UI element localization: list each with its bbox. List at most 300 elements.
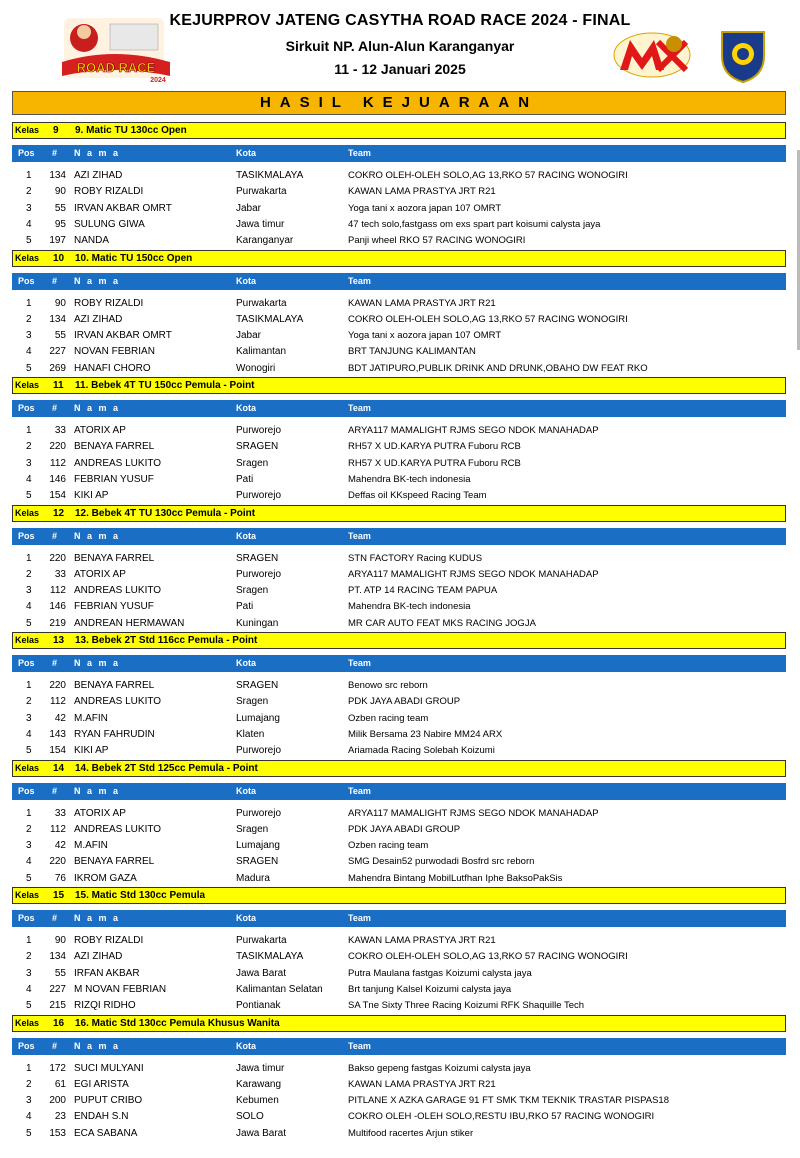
table-row: [12, 1126, 786, 1142]
table-row: [12, 998, 786, 1014]
class-section: [12, 760, 786, 888]
row-city: Pati: [236, 473, 254, 485]
logo-text: ROAD RACE: [76, 60, 156, 75]
row-pos: 4: [26, 346, 32, 358]
results-content: [12, 122, 786, 1142]
row-number: 23: [54, 1111, 66, 1123]
row-pos: 5: [26, 617, 32, 629]
row-number: 33: [54, 568, 66, 580]
class-label: Kelas: [15, 635, 40, 645]
row-pos: 4: [26, 1111, 32, 1123]
row-pos: 1: [26, 170, 32, 181]
table-row: [12, 871, 786, 887]
class-number: 9: [53, 125, 59, 136]
row-number: 215: [49, 1000, 66, 1012]
header-city: Kota: [236, 658, 256, 668]
row-team: Ariamada Racing Solebah Koizumi: [348, 745, 495, 757]
row-pos: 3: [26, 457, 32, 469]
result-rows: [12, 806, 786, 887]
row-pos: 5: [26, 235, 32, 247]
row-pos: 4: [26, 728, 32, 740]
row-team: Benowo src reborn: [348, 680, 428, 691]
row-name: ANDREAS LUKITO: [74, 823, 162, 835]
class-title-bar: [12, 887, 786, 904]
row-city: Sragen: [236, 585, 269, 597]
row-team: Ozben racing team: [348, 712, 429, 724]
header-pos: Pos: [18, 530, 35, 541]
row-number: 112: [50, 457, 66, 469]
table-row: [12, 312, 786, 328]
header-number: #: [52, 403, 58, 413]
class-number: 16: [53, 1017, 65, 1029]
row-city: Lumajang: [236, 840, 280, 852]
row-name: PUPUT CRIBO: [74, 1095, 143, 1107]
row-name: NOVAN FEBRIAN: [74, 346, 155, 358]
row-city: Purworejo: [236, 425, 282, 436]
row-city: SRAGEN: [236, 680, 279, 691]
class-name: 15. Matic Std 130cc Pemula: [75, 890, 206, 901]
header-team: Team: [348, 403, 371, 413]
row-city: Madura: [236, 872, 270, 884]
row-team: BDT JATIPURO,PUBLIK DRINK AND DRUNK,OBAHO DW FEAT RKO: [348, 362, 648, 374]
row-pos: 2: [26, 1078, 32, 1090]
row-name: BENAYA FARREL: [74, 552, 155, 564]
row-name: M.AFIN: [74, 840, 108, 852]
row-pos: 2: [26, 951, 32, 963]
row-city: Jawa Barat: [236, 967, 287, 979]
header-city: Kota: [236, 403, 256, 413]
row-city: Pontianak: [236, 1000, 281, 1012]
column-header: [12, 400, 786, 417]
row-pos: 5: [26, 872, 32, 884]
table-row: [12, 743, 786, 759]
header-team: Team: [348, 148, 371, 158]
table-row: [12, 806, 786, 822]
row-name: IRFAN AKBAR: [74, 967, 140, 979]
column-header: [12, 273, 786, 290]
row-number: 172: [49, 1062, 66, 1074]
row-name: M.AFIN: [74, 712, 108, 724]
header-team: Team: [348, 785, 371, 796]
row-pos: 1: [26, 935, 32, 946]
table-row: [12, 933, 786, 949]
row-team: Putra Maulana fastgas Koizumi calysta jaya: [348, 967, 532, 979]
class-name: 13. Bebek 2T Std 116cc Pemula - Point: [75, 635, 258, 646]
row-city: Klaten: [236, 728, 265, 740]
row-name: M NOVAN FEBRIAN: [74, 983, 167, 995]
table-row: [12, 822, 786, 838]
row-city: SRAGEN: [236, 552, 279, 564]
row-number: 90: [54, 186, 66, 198]
row-number: 134: [49, 170, 66, 181]
class-number: 15: [53, 890, 65, 901]
row-pos: 3: [26, 202, 32, 214]
header-name: N a m a: [74, 530, 121, 541]
class-number: 12: [53, 507, 65, 519]
header-pos: Pos: [18, 658, 35, 668]
result-rows: [12, 296, 786, 377]
row-number: 146: [49, 601, 66, 613]
row-pos: 2: [26, 186, 32, 198]
row-name: IKROM GAZA: [74, 872, 137, 884]
table-row: [12, 344, 786, 360]
row-team: Multifood racertes Arjun stiker: [348, 1127, 474, 1139]
table-row: [12, 296, 786, 312]
class-section: [12, 505, 786, 633]
row-team: COKRO OLEH-OLEH SOLO,AG 13,RKO 57 RACING WONOGIRI: [348, 951, 628, 963]
row-team: KAWAN LAMA PRASTYA JRT R21: [348, 297, 496, 309]
class-label: Kelas: [15, 507, 40, 518]
result-rows: [12, 423, 786, 504]
row-city: Jawa timur: [236, 218, 285, 230]
table-row: [12, 949, 786, 965]
row-number: 55: [54, 330, 66, 342]
row-pos: 2: [26, 441, 32, 453]
header-name: N a m a: [74, 1040, 121, 1051]
row-pos: 3: [26, 712, 32, 724]
row-number: 33: [54, 425, 66, 436]
class-section: [12, 250, 786, 378]
table-row: [12, 599, 786, 615]
header-city: Kota: [236, 148, 256, 158]
column-header: [12, 910, 786, 927]
header-city: Kota: [236, 530, 256, 541]
class-label: Kelas: [15, 1017, 40, 1028]
class-label: Kelas: [15, 380, 40, 390]
table-row: [12, 727, 786, 743]
column-header: [12, 1038, 786, 1055]
logo-year: 2024: [150, 77, 166, 84]
class-title-bar: [12, 632, 786, 649]
row-number: 220: [49, 680, 66, 691]
header-name: N a m a: [74, 148, 121, 158]
row-number: 112: [50, 823, 66, 835]
row-number: 112: [50, 696, 66, 708]
row-pos: 2: [26, 313, 32, 325]
row-pos: 2: [26, 823, 32, 835]
row-number: 153: [49, 1127, 66, 1139]
row-name: RYAN FAHRUDIN: [74, 728, 155, 740]
row-team: STN FACTORY Racing KUDUS: [348, 552, 483, 564]
table-row: [12, 217, 786, 233]
result-rows: [12, 1061, 786, 1142]
row-name: ROBY RIZALDI: [74, 935, 144, 946]
table-row: [12, 1093, 786, 1109]
row-number: 154: [49, 745, 66, 757]
row-team: Panji wheel RKO 57 RACING WONOGIRI: [348, 235, 526, 247]
row-team: PITLANE X AZKA GARAGE 91 FT SMK TKM TEKNIK TRASTAR PISPAS18: [348, 1095, 669, 1107]
result-rows: [12, 551, 786, 632]
row-number: 220: [49, 441, 66, 453]
class-section: [12, 632, 786, 760]
row-number: 55: [54, 967, 66, 979]
row-city: Sragen: [236, 696, 269, 708]
row-team: COKRO OLEH-OLEH SOLO,AG 13,RKO 57 RACING WONOGIRI: [348, 170, 628, 181]
header-team: Team: [348, 1040, 371, 1051]
page-title: KEJURPROV JATENG CASYTHA ROAD RACE 2024 - FINAL: [169, 12, 631, 29]
row-name: IRVAN AKBAR OMRT: [74, 330, 172, 342]
table-row: [12, 583, 786, 599]
row-number: 95: [54, 218, 66, 230]
column-header: [12, 783, 786, 800]
header-name: N a m a: [74, 403, 121, 413]
row-pos: 1: [26, 680, 32, 691]
table-row: [12, 551, 786, 567]
row-city: SOLO: [236, 1111, 264, 1123]
document-header: [0, 0, 800, 88]
row-team: Ozben racing team: [348, 840, 429, 852]
row-pos: 1: [26, 297, 32, 309]
row-city: Purwakarta: [236, 935, 287, 946]
row-city: Karawang: [236, 1078, 282, 1090]
row-name: ANDREAS LUKITO: [74, 696, 162, 708]
header-pos: Pos: [18, 1040, 35, 1051]
class-number: 10: [53, 252, 65, 264]
header-number: #: [52, 275, 58, 286]
row-team: Yoga tani x aozora japan 107 OMRT: [348, 202, 502, 214]
class-section: [12, 887, 786, 1015]
row-city: Jabar: [236, 202, 262, 214]
row-pos: 2: [26, 568, 32, 580]
table-row: [12, 423, 786, 439]
class-name: 16. Matic Std 130cc Pemula Khusus Wanita: [75, 1017, 280, 1029]
table-row: [12, 488, 786, 504]
row-team: ARYA117 MAMALIGHT RJMS SEGO NDOK MANAHADAP: [348, 807, 599, 819]
row-pos: 3: [26, 330, 32, 342]
imi-shield-icon: [718, 26, 768, 84]
row-number: 134: [49, 313, 66, 325]
row-team: Deffas oil KKspeed Racing Team: [348, 490, 487, 502]
table-row: [12, 184, 786, 200]
header-number: #: [52, 785, 58, 796]
row-city: Jawa timur: [236, 1062, 285, 1074]
header-pos: Pos: [18, 275, 35, 286]
row-number: 219: [49, 617, 66, 629]
row-number: 90: [54, 935, 66, 946]
row-name: NANDA: [74, 235, 110, 247]
result-rows: [12, 933, 786, 1014]
row-pos: 4: [26, 473, 32, 485]
class-title-bar: [12, 377, 786, 394]
row-name: FEBRIAN YUSUF: [74, 473, 154, 485]
header-number: #: [52, 148, 58, 158]
row-team: Mahendra BK-tech indonesia: [348, 601, 471, 613]
table-row: [12, 982, 786, 998]
header-number: #: [52, 658, 58, 668]
row-name: AZI ZIHAD: [74, 170, 123, 181]
row-city: Purworejo: [236, 490, 282, 502]
row-city: SRAGEN: [236, 856, 279, 868]
table-row: [12, 567, 786, 583]
header-number: #: [52, 530, 58, 541]
row-name: ANDREAS LUKITO: [74, 585, 162, 597]
column-header: [12, 145, 786, 162]
row-city: TASIKMALAYA: [236, 951, 304, 963]
row-number: 220: [49, 552, 66, 564]
table-row: [12, 472, 786, 488]
row-name: BENAYA FARREL: [74, 856, 155, 868]
row-name: SULUNG GIWA: [74, 218, 145, 230]
row-city: Kuningan: [236, 617, 279, 629]
header-pos: Pos: [18, 148, 35, 158]
table-row: [12, 966, 786, 982]
row-team: KAWAN LAMA PRASTYA JRT R21: [348, 935, 496, 946]
row-name: ANDREAN HERMAWAN: [74, 617, 185, 629]
row-city: Kalimantan Selatan: [236, 983, 323, 995]
class-title-bar: [12, 122, 786, 139]
event-dates: 11 - 12 Januari 2025: [334, 61, 466, 77]
row-pos: 5: [26, 362, 32, 374]
row-name: ROBY RIZALDI: [74, 297, 144, 309]
class-number: 13: [53, 635, 65, 646]
row-pos: 4: [26, 218, 32, 230]
row-name: ATORIX AP: [74, 425, 126, 436]
row-city: Kebumen: [236, 1095, 279, 1107]
row-city: Purworejo: [236, 568, 282, 580]
header-city: Kota: [236, 913, 256, 923]
row-name: RIZQI RIDHO: [74, 1000, 136, 1012]
row-name: FEBRIAN YUSUF: [74, 601, 154, 613]
table-row: [12, 361, 786, 377]
table-row: [12, 616, 786, 632]
column-header: [12, 655, 786, 672]
table-row: [12, 233, 786, 249]
row-team: Bakso gepeng fastgas Koizumi calysta jaya: [348, 1062, 531, 1074]
row-name: AZI ZIHAD: [74, 951, 123, 963]
row-name: ECA SABANA: [74, 1127, 138, 1139]
table-row: [12, 838, 786, 854]
row-city: SRAGEN: [236, 441, 279, 453]
row-number: 42: [54, 840, 66, 852]
row-team: PT. ATP 14 RACING TEAM PAPUA: [348, 585, 498, 597]
row-name: ATORIX AP: [74, 568, 126, 580]
row-name: EGI ARISTA: [74, 1078, 129, 1090]
row-team: BRT TANJUNG KALIMANTAN: [348, 346, 476, 358]
table-row: [12, 439, 786, 455]
row-number: 227: [49, 983, 66, 995]
row-team: Mahendra Bintang MobilLutfhan Iphe BaksoPakSis: [348, 872, 563, 884]
row-number: 42: [54, 712, 66, 724]
table-row: [12, 168, 786, 184]
row-city: Lumajang: [236, 712, 280, 724]
mx-logo-icon: [612, 30, 692, 80]
row-number: 55: [54, 202, 66, 214]
row-city: TASIKMALAYA: [236, 170, 304, 181]
class-title-bar: [12, 760, 786, 777]
class-section: [12, 122, 786, 250]
class-section: [12, 1015, 786, 1143]
class-name: 14. Bebek 2T Std 125cc Pemula - Point: [75, 762, 258, 774]
row-city: Purwakarta: [236, 186, 287, 198]
header-city: Kota: [236, 785, 256, 796]
row-number: 76: [54, 872, 66, 884]
row-number: 112: [50, 585, 66, 597]
row-number: 200: [49, 1095, 66, 1107]
row-city: Purworejo: [236, 807, 282, 819]
row-team: PDK JAYA ABADI GROUP: [348, 696, 461, 708]
row-city: Purwakarta: [236, 297, 287, 309]
class-title-bar: [12, 505, 786, 522]
table-row: [12, 1061, 786, 1077]
row-pos: 3: [26, 967, 32, 979]
row-team: RH57 X UD.KARYA PUTRA Fuboru RCB: [348, 441, 521, 453]
header-city: Kota: [236, 1040, 256, 1051]
class-name: 12. Bebek 4T TU 130cc Pemula - Point: [75, 507, 256, 519]
row-team: ARYA117 MAMALIGHT RJMS SEGO NDOK MANAHADAP: [348, 425, 599, 436]
header-pos: Pos: [18, 403, 35, 413]
row-city: Jawa Barat: [236, 1127, 287, 1139]
header-name: N a m a: [74, 913, 121, 923]
row-name: IRVAN AKBAR OMRT: [74, 202, 172, 214]
header-team: Team: [348, 275, 371, 286]
table-row: [12, 854, 786, 870]
row-city: Purworejo: [236, 745, 282, 757]
row-pos: 5: [26, 1000, 32, 1012]
row-city: TASIKMALAYA: [236, 313, 304, 325]
row-number: 154: [49, 490, 66, 502]
header-number: #: [52, 913, 58, 923]
row-pos: 4: [26, 856, 32, 868]
row-name: ANDREAS LUKITO: [74, 457, 162, 469]
class-section: [12, 377, 786, 505]
row-team: Brt tanjung Kalsel Koizumi calysta jaya: [348, 983, 512, 995]
row-pos: 3: [26, 585, 32, 597]
row-pos: 1: [26, 807, 32, 819]
row-team: PDK JAYA ABADI GROUP: [348, 823, 461, 835]
row-name: SUCI MULYANI: [74, 1062, 144, 1074]
header-team: Team: [348, 530, 371, 541]
row-team: Milik Bersama 23 Nabire MM24 ARX: [348, 728, 503, 740]
row-number: 146: [49, 473, 66, 485]
class-name: 10. Matic TU 150cc Open: [75, 252, 193, 264]
header-city: Kota: [236, 275, 256, 286]
row-team: Yoga tani x aozora japan 107 OMRT: [348, 330, 502, 342]
row-number: 227: [49, 346, 66, 358]
row-pos: 4: [26, 983, 32, 995]
row-pos: 2: [26, 696, 32, 708]
row-city: Sragen: [236, 457, 269, 469]
row-number: 134: [49, 951, 66, 963]
class-label: Kelas: [15, 890, 40, 900]
header-name: N a m a: [74, 658, 121, 668]
row-city: Karanganyar: [236, 235, 294, 247]
table-row: [12, 201, 786, 217]
table-row: [12, 456, 786, 472]
class-name: 9. Matic TU 130cc Open: [75, 125, 187, 136]
row-pos: 1: [26, 425, 32, 436]
row-name: BENAYA FARREL: [74, 680, 155, 691]
row-name: KIKI AP: [74, 745, 109, 757]
header-pos: Pos: [18, 913, 35, 923]
row-city: Sragen: [236, 823, 269, 835]
table-row: [12, 711, 786, 727]
row-name: ATORIX AP: [74, 807, 126, 819]
row-pos: 4: [26, 601, 32, 613]
class-number: 11: [53, 380, 64, 391]
class-label: Kelas: [15, 252, 40, 263]
row-number: 220: [49, 856, 66, 868]
row-pos: 5: [26, 745, 32, 757]
header-name: N a m a: [74, 785, 121, 796]
row-name: AZI ZIHAD: [74, 313, 123, 325]
row-number: 61: [54, 1078, 66, 1090]
class-title-bar: [12, 1015, 786, 1032]
table-row: [12, 694, 786, 710]
row-pos: 5: [26, 1127, 32, 1139]
column-header: [12, 528, 786, 545]
row-number: 269: [49, 362, 66, 374]
row-team: ARYA117 MAMALIGHT RJMS SEGO NDOK MANAHADAP: [348, 568, 599, 580]
